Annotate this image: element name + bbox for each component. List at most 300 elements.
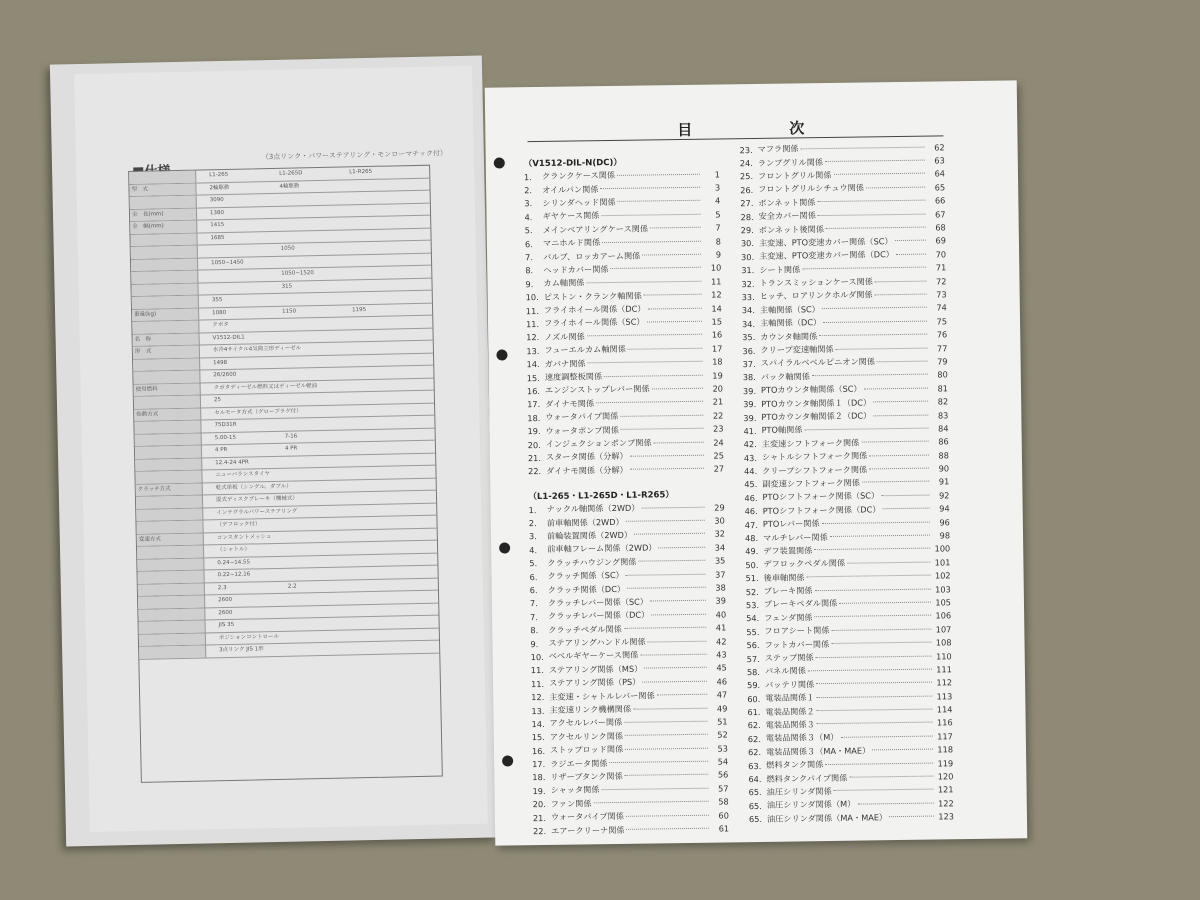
toc-entry-page: 56 <box>717 769 729 781</box>
toc-leader-dots <box>822 306 927 309</box>
spec-row-label <box>133 371 200 384</box>
toc-entry-title: ヒッチ、ロアリンクホルダ関係 <box>759 289 873 302</box>
toc-leader-dots <box>644 293 702 296</box>
toc-entry-number: 62. <box>747 733 761 745</box>
toc-leader-dots <box>624 720 707 723</box>
toc-entry-title: スパイラルベベルピニオン関係 <box>760 356 876 369</box>
toc-entry-number: 54. <box>746 613 760 624</box>
toc-entry-page: 74 <box>936 302 947 313</box>
spec-row-value: クボタディーゼル燃料又はディーゼル軽油 <box>213 382 318 391</box>
toc-entry-page: 118 <box>937 744 954 755</box>
toc-leader-dots <box>588 360 703 364</box>
toc-entry-number: 58. <box>746 666 761 678</box>
toc-entry-page: 75 <box>936 316 948 327</box>
toc-entry-number: 64. <box>748 774 762 785</box>
spec-row-label <box>132 296 199 309</box>
toc-entry-page: 92 <box>938 490 950 501</box>
toc-entry-number: 7. <box>525 252 533 263</box>
toc-entry-page: 8 <box>715 236 721 247</box>
toc-entry-title: PTOカウンタ軸関係１（DC） <box>761 396 872 409</box>
toc-entry-number: 24. <box>739 158 753 169</box>
toc-entry-number: 59. <box>747 680 761 691</box>
toc-entry-number: 47. <box>744 519 758 530</box>
toc-entry-title: エンジンストップレバー関係 <box>544 383 650 396</box>
toc-entry-number: 22. <box>533 826 547 837</box>
binder-hole <box>502 755 513 766</box>
spec-row-label: 変速方式 <box>137 533 204 546</box>
toc-entry-title: ボンネット後関係 <box>758 223 825 235</box>
toc-entry-page: 111 <box>936 664 952 675</box>
toc-entry-number: 20. <box>527 439 541 450</box>
spec-subtitle: （3点リンク・パワーステアリング・モンローマチック付） <box>261 149 448 162</box>
toc-leader-dots <box>641 505 704 508</box>
spec-row-label <box>136 495 203 508</box>
toc-entry-number: 19. <box>532 785 546 797</box>
toc-entry-page: 67 <box>935 208 946 220</box>
toc-entry-number: 65. <box>748 800 762 811</box>
toc-entry-number: 26. <box>740 184 754 196</box>
toc-leader-dots <box>807 574 931 578</box>
toc-entry-number: 42. <box>743 439 757 450</box>
toc-leader-dots <box>882 507 929 510</box>
toc-entry-number: 32. <box>741 278 755 289</box>
spec-row-value: （シャトル） <box>217 546 251 554</box>
spec-row-value: 1050~1450 <box>210 259 244 266</box>
toc-entry-number: 43. <box>743 452 758 463</box>
toc-leader-dots <box>812 373 928 377</box>
toc-leader-dots <box>822 520 930 524</box>
toc-entry-title: フューエルカム軸関係 <box>544 344 626 356</box>
toc-entry-number: 39. <box>742 385 757 396</box>
toc-entry-title: クリープシフトフォーク関係 <box>762 464 868 476</box>
toc-entry-page: 3 <box>714 182 721 193</box>
toc-entry-number: 14. <box>531 718 545 730</box>
toc-leader-dots <box>875 293 927 296</box>
toc-entry-number: 39. <box>743 399 757 410</box>
toc-leader-dots <box>818 212 926 216</box>
toc-entry-title: エアークリーナ関係 <box>551 824 625 836</box>
spec-row-value: 355 <box>211 297 223 304</box>
toc-entry-page: 54 <box>717 756 729 767</box>
toc-entry-title: マルチレバー関係 <box>762 531 828 543</box>
spec-row-label <box>139 633 206 646</box>
spec-row-value: 4輪駆動 <box>279 182 300 190</box>
toc-entry-number: 3. <box>528 531 537 542</box>
toc-entry-title: 電装品関係３（M） <box>765 732 839 744</box>
spec-row-label <box>139 645 206 658</box>
toc-leader-dots <box>659 546 706 549</box>
toc-leader-dots <box>601 213 700 216</box>
toc-entry-page: 100 <box>934 543 951 554</box>
toc-leader-dots <box>861 440 928 443</box>
spec-row-value: 乾式単板（シングル、ダブル） <box>215 483 292 491</box>
toc-leader-dots <box>825 159 925 162</box>
toc-entry-page: 52 <box>717 729 728 740</box>
toc-entry-number: 29. <box>740 225 754 236</box>
toc-entry-title: ストップロッド関係 <box>549 744 624 756</box>
toc-entry-title: PTOシフトフォーク関係（SC） <box>762 490 880 503</box>
toc-entry-page: 53 <box>717 743 729 754</box>
toc-entry-title: ラジエータ関係 <box>550 757 608 769</box>
toc-entry-page: 76 <box>936 329 948 340</box>
toc-entry-number: 7. <box>530 611 539 622</box>
toc-entry-title: 主変速リンク機構関係 <box>549 703 632 715</box>
toc-entry-page: 72 <box>935 275 947 287</box>
spec-row-value: 25 <box>213 397 221 404</box>
toc-entry-title: 主変速、PTO変速カバー関係（DC） <box>759 249 895 262</box>
toc-entry-title: アクセルレバー関係 <box>549 717 623 729</box>
toc-leader-dots <box>630 454 704 457</box>
toc-entry-page: 96 <box>939 516 950 528</box>
toc-entry-page: 101 <box>934 557 951 568</box>
toc-leader-dots <box>817 708 933 712</box>
toc-leader-dots <box>648 639 707 642</box>
toc-entry-title: クラッチ関係（SC） <box>547 569 624 582</box>
toc-entry-number: 2. <box>524 185 533 196</box>
toc-entry-page: 94 <box>939 503 950 514</box>
toc-leader-dots <box>873 413 928 416</box>
toc-entry-title: ボンネット関係 <box>758 196 816 208</box>
toc-entry-title: PTOカウンタ軸関係２（DC） <box>761 410 872 422</box>
spec-row-label <box>135 446 202 459</box>
toc-entry-page: 86 <box>938 436 949 447</box>
toc-entry-number: 15. <box>531 732 545 743</box>
toc-entry-title: ブレーキペダル関係 <box>763 598 838 610</box>
spec-row-label: 始動方式 <box>134 408 201 421</box>
toc-leader-dots <box>650 226 701 229</box>
toc-entry-number: 41. <box>743 425 757 437</box>
toc-entry-title: シャッタ関係 <box>550 784 600 796</box>
spec-row-label <box>136 508 203 521</box>
toc-leader-dots <box>638 559 705 562</box>
spec-row-label: 使用燃料 <box>134 383 201 396</box>
toc-entry-title: シリンダヘッド関係 <box>542 196 616 208</box>
toc-entry-title: ステアリング関係（MS） <box>548 663 643 675</box>
toc-entry-title: 後車軸関係 <box>763 572 805 583</box>
toc-leader-dots <box>633 706 707 709</box>
toc-leader-dots <box>586 280 701 284</box>
toc-leader-dots <box>618 199 701 202</box>
toc-entry-title: PTO軸関係 <box>761 424 803 436</box>
toc-entry-title: 主軸関係（SC） <box>759 303 820 315</box>
toc-section-heading: （L1-265・L1-265D・L1-R265） <box>528 490 674 503</box>
toc-entry-page: 70 <box>935 249 947 260</box>
toc-entry-number: 17. <box>532 759 546 770</box>
toc-entry-title: ヘッドカバー関係 <box>543 263 609 275</box>
toc-entry-number: 8. <box>525 265 534 276</box>
toc-entry-page: 7 <box>715 222 721 233</box>
toc-entry-page: 82 <box>937 396 949 407</box>
spec-row-label <box>138 595 205 608</box>
spec-row-label: 全 長(mm) <box>130 208 197 221</box>
toc-entry-title: フライホイール関係（DC） <box>543 303 646 316</box>
toc-entry-page: 18 <box>712 356 723 367</box>
toc-entry-title: ステアリング関係（PS） <box>548 676 641 689</box>
spec-row-value: 3点リンク JIS 1形 <box>219 646 264 654</box>
spec-row-value: コンスタントメッシュ <box>216 533 272 541</box>
toc-entry-number: 45. <box>744 479 758 490</box>
toc-entry-number: 65. <box>748 787 762 798</box>
toc-leader-dots <box>895 239 926 241</box>
toc-leader-dots <box>808 667 932 671</box>
toc-entry-number: 1. <box>528 504 537 515</box>
toc-leader-dots <box>831 641 931 644</box>
toc-entry-title: ピストン・クランク軸関係 <box>543 290 642 302</box>
toc-entry-number: 46. <box>744 492 758 504</box>
toc-leader-dots <box>634 532 705 535</box>
toc-entry-title: ウォータパイプ関係 <box>550 811 625 823</box>
toc-entry-number: 35. <box>742 332 756 343</box>
spec-row-value: 0.24~14.55 <box>217 559 250 566</box>
toc-leader-dots <box>896 252 926 254</box>
toc-leader-dots <box>869 453 929 456</box>
toc-entry-title: ステップ関係 <box>764 652 814 663</box>
toc-leader-dots <box>816 681 932 685</box>
toc-leader-dots <box>864 386 928 389</box>
toc-entry-number: 50. <box>745 559 759 570</box>
binder-hole <box>499 542 510 553</box>
toc-entry-page: 73 <box>936 289 947 300</box>
toc-entry-number: 16. <box>526 385 541 397</box>
spec-row-label <box>130 233 197 246</box>
spec-row-label: 型 式 <box>129 183 196 196</box>
spec-row-value: 1195 <box>351 306 367 313</box>
toc-entry-page: 108 <box>935 637 952 648</box>
toc-leader-dots <box>657 693 708 696</box>
toc-entry-number: 11. <box>525 319 540 330</box>
toc-leader-dots <box>815 587 931 591</box>
toc-entry-number: 37. <box>742 358 756 370</box>
toc-entry-number: 22. <box>528 466 542 477</box>
toc-entry-number: 33. <box>741 291 755 303</box>
spec-row-value: 7-16 <box>284 433 298 440</box>
toc-leader-dots <box>654 440 704 443</box>
toc-leader-dots <box>626 813 709 816</box>
toc-leader-dots <box>840 734 932 737</box>
toc-entry-page: 62 <box>934 142 945 153</box>
spec-row-label <box>132 321 199 334</box>
toc-entry-number: 4. <box>524 211 533 223</box>
toc-leader-dots <box>834 788 934 791</box>
toc-entry-number: 3. <box>524 198 533 209</box>
toc-entry-page: 106 <box>935 610 952 621</box>
toc-entry-page: 46 <box>716 676 728 687</box>
toc-leader-dots <box>642 679 707 682</box>
spec-row-label: 重量(kg) <box>132 308 199 321</box>
toc-entry-number: 16. <box>531 745 546 756</box>
toc-entry-page: 16 <box>711 329 723 340</box>
toc-entry-number: 15. <box>526 372 540 383</box>
spec-row-label <box>131 283 198 296</box>
toc-entry-title: ブレーキ関係 <box>763 585 813 596</box>
toc-leader-dots <box>604 373 703 376</box>
toc-entry-page: 39 <box>715 595 726 606</box>
toc-entry-number: 65. <box>748 814 763 825</box>
toc-entry-number: 6. <box>524 238 533 249</box>
toc-entry-page: 105 <box>935 597 952 608</box>
toc-leader-dots <box>648 306 702 309</box>
toc-entry-page: 43 <box>716 649 727 660</box>
toc-leader-dots <box>625 733 708 736</box>
toc-leader-dots <box>587 333 702 337</box>
toc-entry-page: 79 <box>937 356 948 367</box>
toc-entry-page: 34 <box>714 542 726 553</box>
toc-leader-dots <box>866 185 925 188</box>
toc-entry-title: クラッチレバー関係（DC） <box>548 609 650 622</box>
toc-entry-page: 64 <box>934 168 946 179</box>
toc-entry-page: 102 <box>934 570 951 581</box>
spec-row-value: L1-265D <box>279 170 303 177</box>
toc-leader-dots <box>802 266 926 270</box>
spec-row-value: 0.22~12.16 <box>217 571 251 579</box>
toc-entry-number: 11. <box>530 678 545 689</box>
toc-entry-number: 27. <box>740 198 754 209</box>
toc-leader-dots <box>626 572 706 575</box>
toc-entry-page: 71 <box>935 262 947 273</box>
toc-entry-page: 58 <box>718 796 729 807</box>
toc-entry-title: バック軸関係 <box>760 371 811 382</box>
toc-leader-dots <box>651 613 706 616</box>
toc-entry-page: 41 <box>715 622 727 633</box>
toc-leader-dots <box>873 400 928 403</box>
toc-leader-dots <box>628 347 703 350</box>
spec-row-value: 75D31R <box>214 421 237 429</box>
toc-entry-title: クランクケース関係 <box>541 170 616 182</box>
toc-entry-page: 12 <box>711 289 722 300</box>
toc-entry-title: ガバナ関係 <box>544 358 586 369</box>
spec-row-value: 1380 <box>209 209 225 216</box>
toc-entry-page: 103 <box>935 583 951 595</box>
toc-entry-number: 7. <box>529 598 538 609</box>
toc-entry-number: 34. <box>741 305 755 316</box>
toc-entry-page: 35 <box>714 555 726 566</box>
spec-row-label <box>131 258 198 271</box>
toc-entry-page: 20 <box>712 383 724 394</box>
toc-entry-number: 11. <box>530 665 544 676</box>
toc-entry-number: 13. <box>531 705 545 716</box>
toc-entry-number: 9. <box>530 638 539 649</box>
toc-leader-dots <box>601 787 708 790</box>
toc-entry-page: 120 <box>937 771 954 782</box>
toc-entry-number: 55. <box>746 626 760 637</box>
toc-entry-page: 98 <box>939 530 951 541</box>
toc-leader-dots <box>640 653 706 656</box>
toc-entry-page: 81 <box>937 383 949 394</box>
spec-row-value: 4 PR <box>284 445 298 452</box>
toc-entry-number: 21. <box>527 452 542 464</box>
toc-entry-title: 速度調整板関係 <box>544 371 603 382</box>
toc-entry-title: 油圧シリンダ関係（MA・MAE） <box>766 811 888 824</box>
toc-entry-number: 5. <box>529 558 538 569</box>
spec-row-value: 1050~1520 <box>281 270 314 277</box>
toc-entry-page: 30 <box>714 515 725 526</box>
toc-entry-page: 114 <box>936 704 953 715</box>
toc-entry-page: 84 <box>938 423 949 434</box>
toc-leader-dots <box>839 601 931 604</box>
toc-leader-dots <box>877 360 928 363</box>
toc-leader-dots <box>652 387 703 390</box>
toc-entry-title: 燃料タンク関係 <box>766 759 824 771</box>
spec-row-label <box>136 520 203 533</box>
toc-entry-number: 20. <box>532 799 546 810</box>
toc-entry-title: 油圧シリンダ関係 <box>766 785 832 797</box>
toc-entry-title: フロントグリル関係 <box>757 169 832 181</box>
toc-entry-number: 39. <box>743 412 757 423</box>
spec-row-label <box>134 421 201 434</box>
toc-entry-page: 88 <box>938 449 949 461</box>
spec-row-value: 2.2 <box>287 583 297 590</box>
spec-row-value: V1512-DIL1 <box>212 334 245 341</box>
toc-leader-dots <box>627 586 706 589</box>
toc-entry-title: 油圧シリンダ関係（M） <box>766 798 856 811</box>
toc-entry-number: 21. <box>532 812 547 823</box>
toc-entry-title: インジェクションポンプ関係 <box>545 437 652 449</box>
toc-entry-page: 68 <box>935 222 946 233</box>
toc-entry-title: クラッチレバー関係（SC） <box>547 596 649 608</box>
toc-entry-page: 77 <box>936 342 948 354</box>
toc-entry-page: 42 <box>715 636 727 647</box>
spec-row-value: 2.3 <box>217 584 227 591</box>
toc-entry-title: フットカバー関係 <box>764 638 830 650</box>
toc-entry <box>533 822 729 838</box>
toc-entry-number: 53. <box>745 599 760 611</box>
spec-row-value: 1080 <box>212 309 227 316</box>
spec-row-label <box>131 246 198 259</box>
toc-entry-page: 83 <box>937 409 949 420</box>
toc-entry-page: 116 <box>936 717 953 728</box>
toc-entry-title: 主変速シフトフォーク関係 <box>761 437 860 449</box>
toc-leader-dots <box>816 654 932 658</box>
toc-entry-page: 80 <box>937 369 948 380</box>
toc-leader-dots <box>617 172 700 175</box>
toc-entry-number: 23. <box>739 144 753 155</box>
toc-entry-title: ダイナモ関係 <box>545 398 595 409</box>
toc-entry-page: 63 <box>934 155 945 166</box>
toc-leader-dots <box>817 199 925 203</box>
toc-entry-title: バルブ、ロッカアーム関係 <box>543 250 641 262</box>
toc-entry-page: 4 <box>715 195 721 207</box>
spec-row-value: 4 PR <box>214 446 228 454</box>
toc-entry-title: ナックル軸関係（2WD） <box>546 502 640 515</box>
toc-entry-title: クラッチペダル関係 <box>548 623 622 635</box>
toc-entry-title: ダイナモ関係（分解） <box>546 464 628 476</box>
toc-entry-page: 23 <box>713 423 724 434</box>
toc-leader-dots <box>819 333 927 337</box>
spec-row-label <box>138 583 205 596</box>
toc-entry-number: 36. <box>742 345 756 356</box>
toc-entry-page: 91 <box>938 476 950 487</box>
toc-leader-dots <box>869 467 929 470</box>
toc-leader-dots <box>801 145 925 149</box>
toc-entry-number: 57. <box>746 653 760 664</box>
toc-leader-dots <box>625 773 709 776</box>
toc-entry-title: 電装品関係３（MA・MAE） <box>765 745 871 757</box>
spec-row-value: L1-265 <box>209 171 229 179</box>
toc-leader-dots <box>609 760 708 763</box>
spec-row-label: クラッチ方式 <box>136 483 203 496</box>
toc-entry-title: トランスミッションケース関係 <box>759 276 874 289</box>
toc-entry-number: 38. <box>742 372 756 383</box>
right-page <box>485 80 1028 845</box>
toc-entry-title: パネル関係 <box>764 665 806 677</box>
toc-entry-title: 副変速シフトフォーク関係 <box>762 477 860 489</box>
spec-row-label <box>130 196 197 209</box>
toc-entry-title: クラッチ関係（DC） <box>547 583 626 595</box>
spec-row-value: 湿式ディスクブレーキ（機械式） <box>215 495 298 504</box>
toc-leader-dots <box>602 239 701 242</box>
toc-leader-dots <box>611 266 702 269</box>
spec-row-label <box>138 570 205 583</box>
